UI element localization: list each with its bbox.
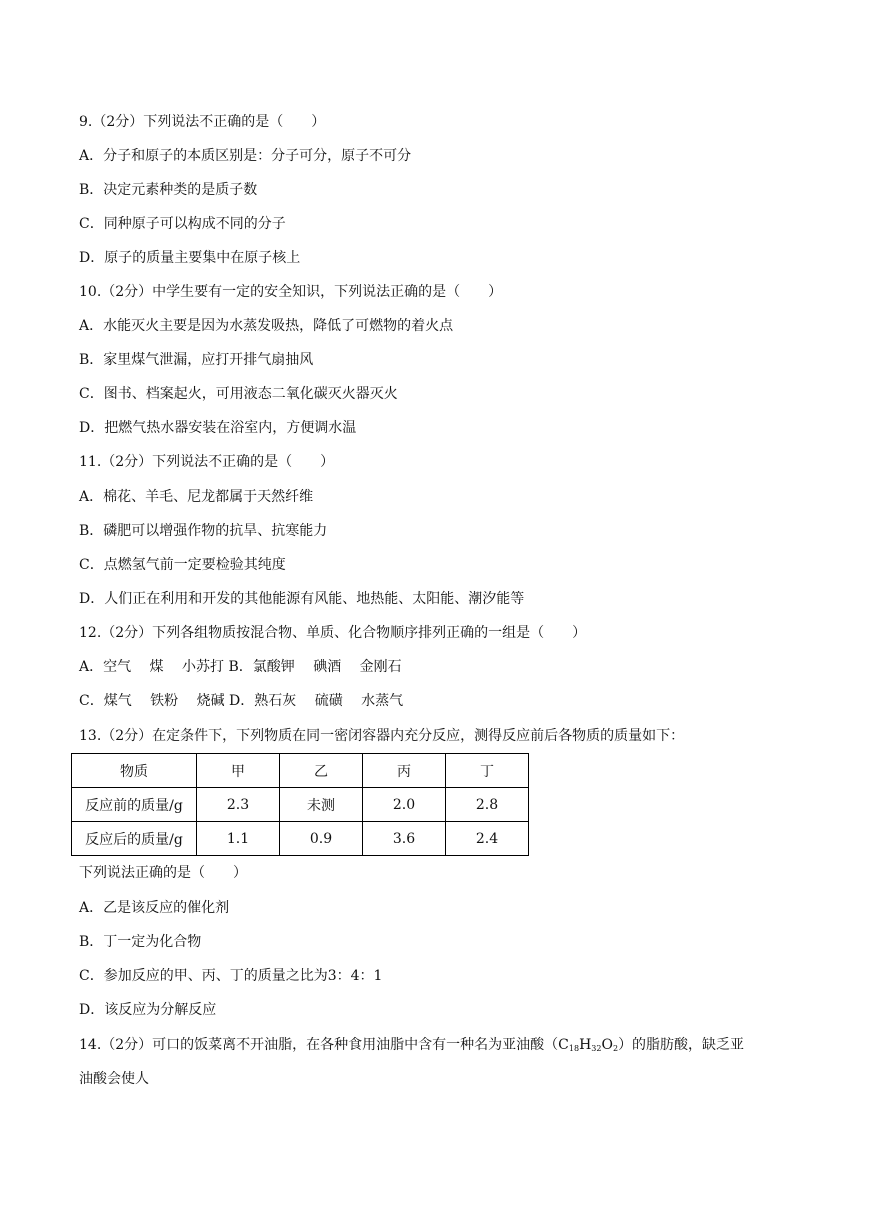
table-cell: 1.1 <box>197 822 280 856</box>
q13-option-a: A．乙是该反应的催化剂 <box>79 900 230 916</box>
q14-stem-line2: 油酸会使人 <box>79 1071 149 1087</box>
q14-o: O <box>601 1037 613 1053</box>
table-header-cell: 甲 <box>197 754 280 788</box>
q11-option-c: C．点燃氢气前一定要检验其纯度 <box>79 557 286 573</box>
q9-option-b: B．决定元素种类的是质子数 <box>79 182 258 198</box>
table-cell: 2.0 <box>363 788 446 822</box>
q12-options-cd: C．煤气 铁粉 烧碱 D．熟石灰 硫磺 水蒸气 <box>79 693 404 709</box>
q13-option-d: D．该反应为分解反应 <box>79 1002 217 1018</box>
q14-h: H <box>579 1037 592 1053</box>
q14-stem-after: ）的脂肪酸，缺乏亚 <box>618 1037 745 1053</box>
table-cell: 2.8 <box>446 788 529 822</box>
table-cell: 反应后的质量/g <box>72 822 197 856</box>
table-header-cell: 丁 <box>446 754 529 788</box>
table-header-cell: 丙 <box>363 754 446 788</box>
table-cell: 2.3 <box>197 788 280 822</box>
table-header-row <box>72 754 529 788</box>
q10-option-b: B．家里煤气泄漏，应打开排气扇抽风 <box>79 352 314 368</box>
q13-option-c: C．参加反应的甲、丙、丁的质量之比为3：4：1 <box>79 968 383 984</box>
table-cell: 未测 <box>280 788 363 822</box>
q14-sub-carbon: 18 <box>568 1044 580 1053</box>
q14-sub-oxygen: 2 <box>612 1044 619 1053</box>
q11-option-b: B．磷肥可以增强作物的抗旱、抗寒能力 <box>79 523 328 539</box>
q11-option-d: D．人们正在利用和开发的其他能源有风能、地热能、太阳能、潮汐能等 <box>79 591 525 607</box>
table-header-cell: 乙 <box>280 754 363 788</box>
table-row <box>72 788 529 822</box>
table-cell: 2.4 <box>446 822 529 856</box>
q13-prompt: 下列说法正确的是（ ） <box>79 865 247 881</box>
table-cell: 反应前的质量/g <box>72 788 197 822</box>
q9-option-c: C．同种原子可以构成不同的分子 <box>79 216 286 232</box>
q14-sub-hydrogen: 32 <box>591 1044 602 1053</box>
table-cell: 0.9 <box>280 822 363 856</box>
q14-stem <box>79 1035 744 1059</box>
q10-option-a: A．水能灭火主要是因为水蒸发吸热，降低了可燃物的着火点 <box>79 318 454 334</box>
q12-options-ab: A．空气 煤 小苏打 B．氯酸钾 碘酒 金刚石 <box>79 659 402 675</box>
q9-stem: 9.（2分）下列说法不正确的是（ ） <box>79 114 326 130</box>
q11-stem: 11.（2分）下列说法不正确的是（ ） <box>79 454 335 470</box>
table-row <box>72 822 529 856</box>
table-cell: 3.6 <box>363 822 446 856</box>
q13-option-b: B．丁一定为化合物 <box>79 934 202 950</box>
q10-stem: 10.（2分）中学生要有一定的安全知识，下列说法正确的是（ ） <box>79 284 503 300</box>
q9-option-a: A．分子和原子的本质区别是：分子可分，原子不可分 <box>79 148 412 164</box>
table-header-cell: 物质 <box>72 754 197 788</box>
q11-option-a: A．棉花、羊毛、尼龙都属于天然纤维 <box>79 489 314 505</box>
q10-option-c: C．图书、档案起火，可用液态二氧化碳灭火器灭火 <box>79 386 398 402</box>
q12-stem: 12.（2分）下列各组物质按混合物、单质、化合物顺序排列正确的一组是（ ） <box>79 625 587 641</box>
q10-option-d: D．把燃气热水器安装在浴室内，方便调水温 <box>79 420 357 436</box>
q9-option-d: D．原子的质量主要集中在原子核上 <box>79 250 301 266</box>
q13-stem: 13.（2分）在定条件下，下列物质在同一密闭容器内充分反应，测得反应前后各物质的质量如下： <box>79 728 685 744</box>
mass-table <box>71 753 529 856</box>
q14-stem-before: 14.（2分）可口的饭菜离不开油脂，在各种食用油脂中含有一种名为亚油酸（C <box>79 1037 569 1053</box>
